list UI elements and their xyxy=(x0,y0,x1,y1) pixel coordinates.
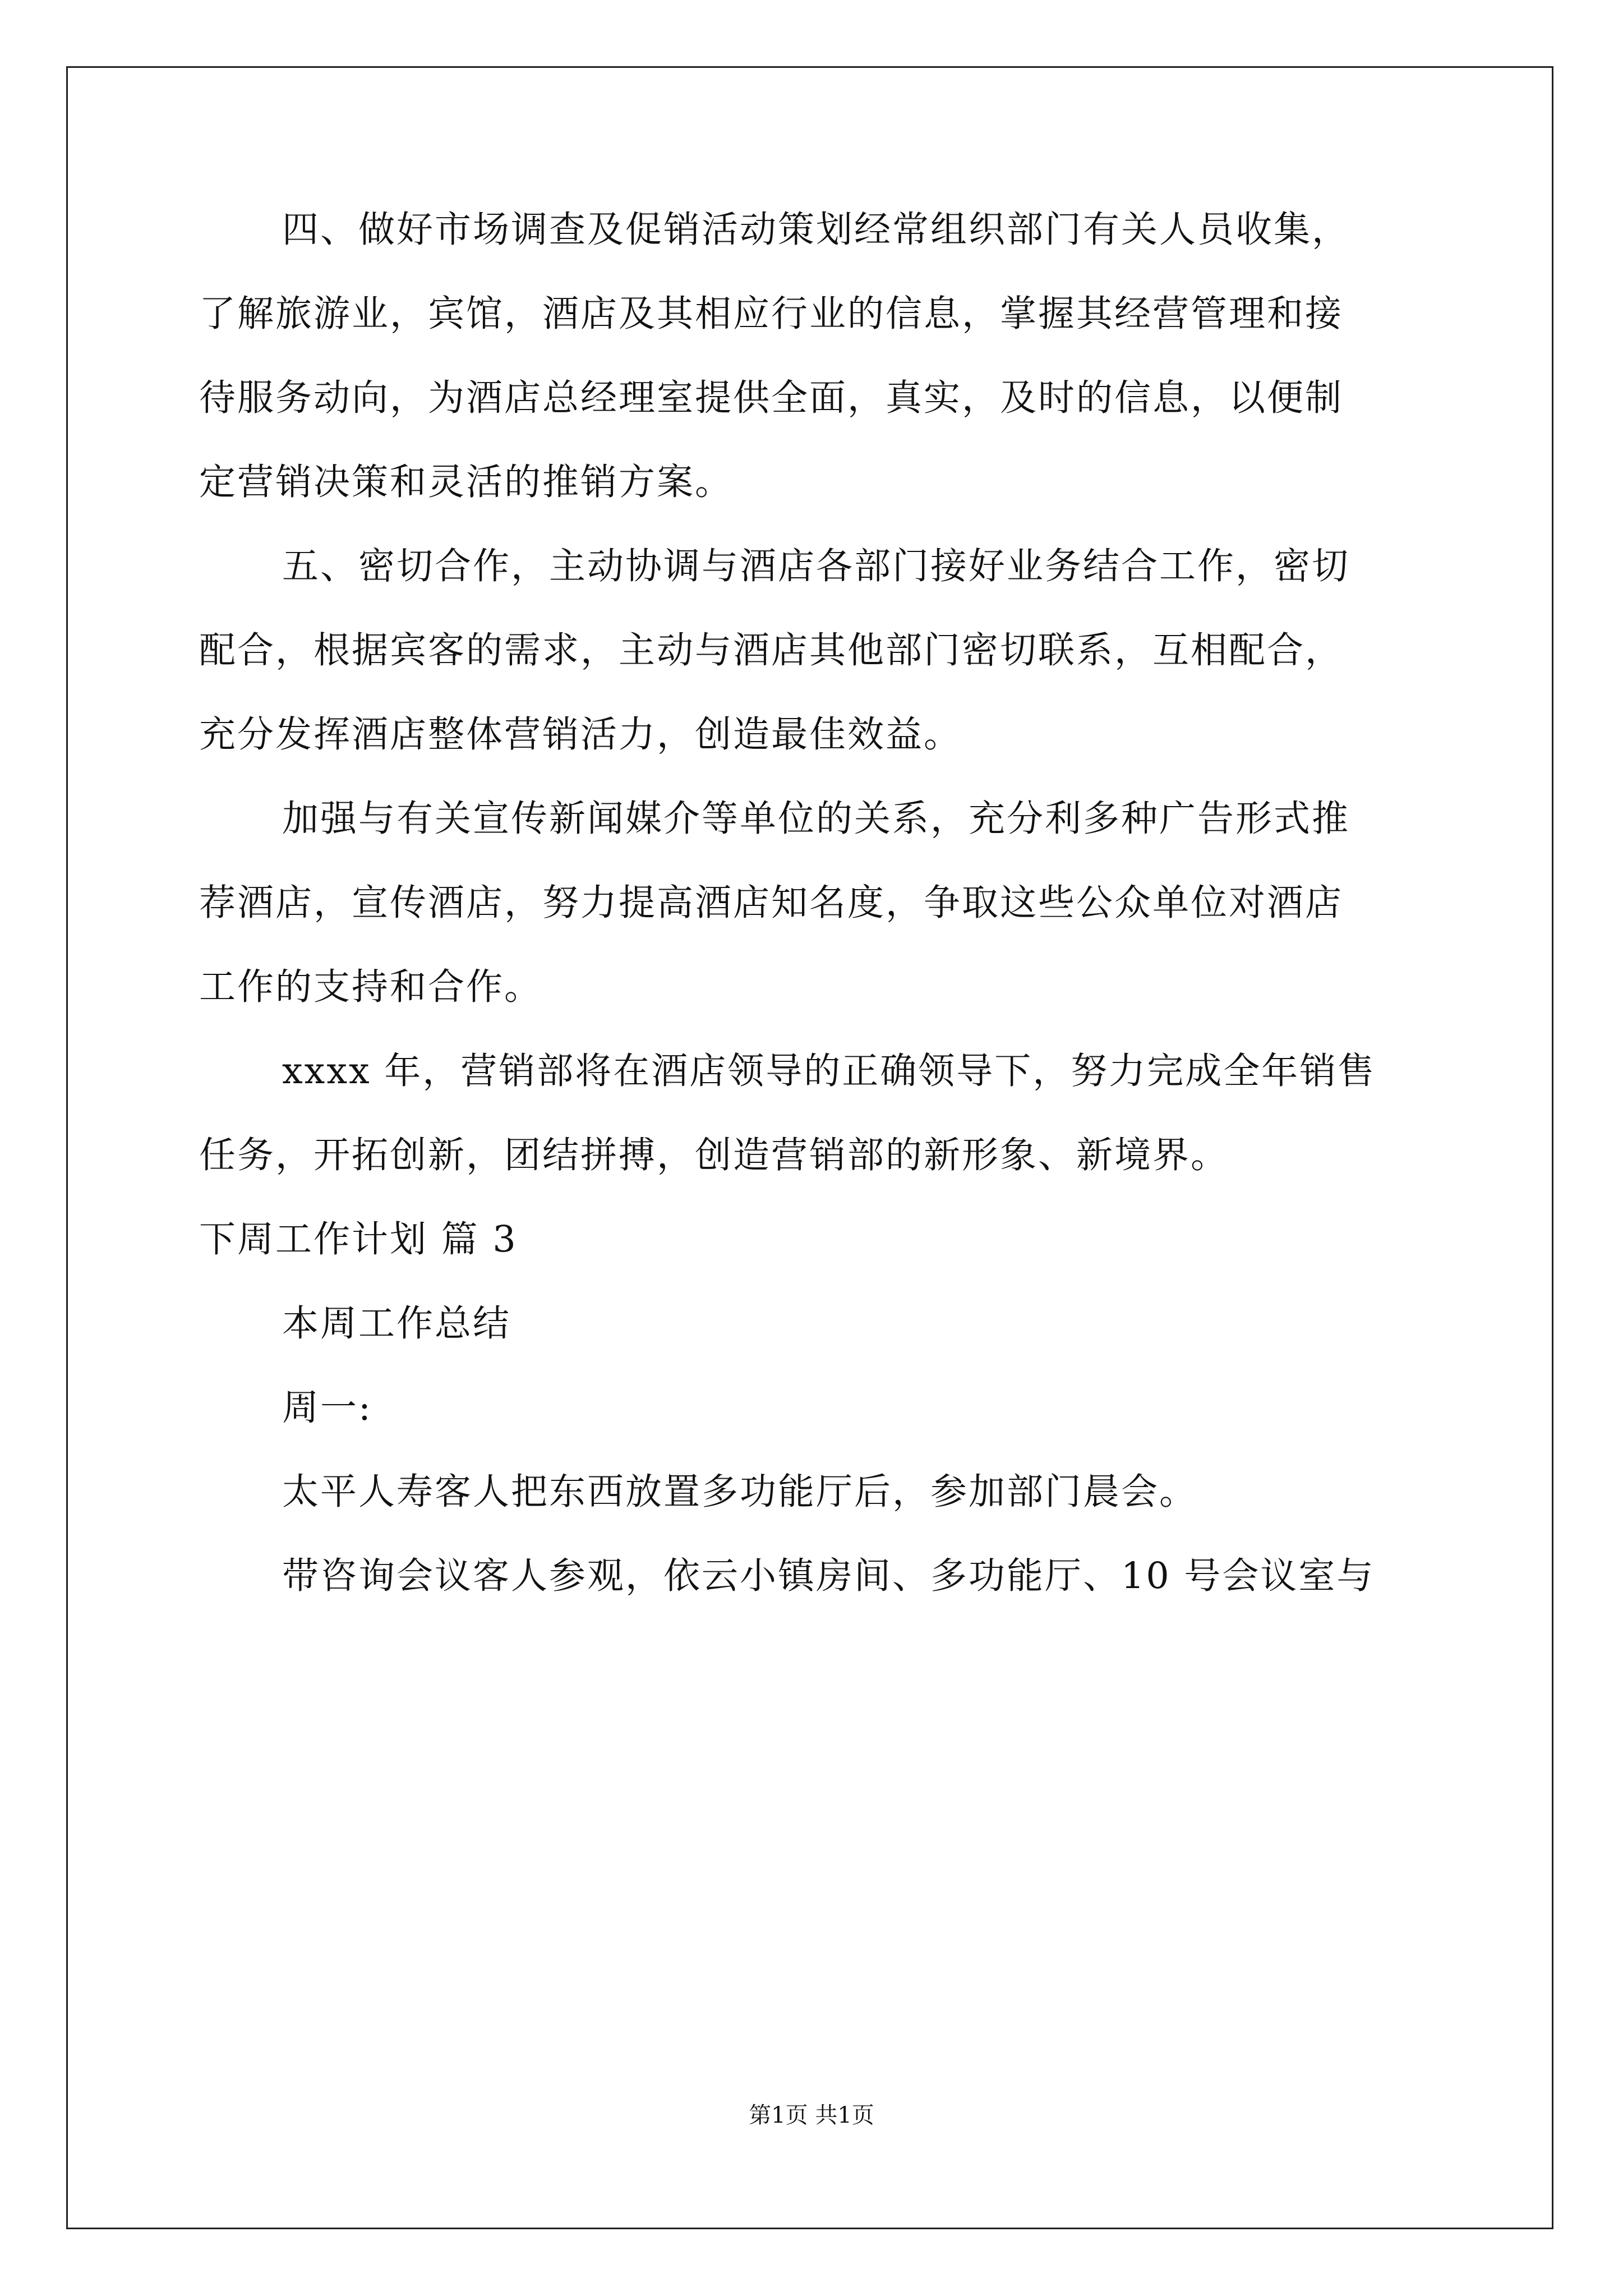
paragraph-line: 太平人寿客人把东西放置多功能厅后，参加部门晨会。 xyxy=(282,1471,1198,1513)
section-heading: 下周工作计划 篇 3 xyxy=(199,1218,518,1260)
paragraph-line: 本周工作总结 xyxy=(282,1303,511,1345)
paragraph-line: 了解旅游业，宾馆，酒店及其相应行业的信息，掌握其经营管理和接 xyxy=(199,293,1344,335)
paragraph-line: 定营销决策和灵活的推销方案。 xyxy=(199,461,734,503)
paragraph-line: 带咨询会议客人参观，依云小镇房间、多功能厅、10 号会议室与 xyxy=(282,1555,1375,1597)
paragraph-line: 加强与有关宣传新闻媒介等单位的关系，充分利多种广告形式推 xyxy=(282,798,1350,840)
paragraph-line: 荐酒店，宣传酒店，努力提高酒店知名度，争取这些公众单位对酒店 xyxy=(199,882,1344,924)
paragraph-line: 任务，开拓创新，团结拼搏，创造营销部的新形象、新境界。 xyxy=(199,1134,1229,1176)
paragraph-line: xxxx 年，营销部将在酒店领导的正确领导下，努力完成全年销售 xyxy=(282,1050,1376,1092)
paragraph-line: 充分发挥酒店整体营销活力，创造最佳效益。 xyxy=(199,714,962,756)
paragraph-line: 工作的支持和合作。 xyxy=(199,966,543,1008)
paragraph-line: 配合，根据宾客的需求，主动与酒店其他部门密切联系，互相配合， xyxy=(199,629,1344,671)
paragraph-line: 四、做好市场调查及促销活动策划经常组织部门有关人员收集， xyxy=(282,209,1350,251)
paragraph-line: 待服务动向，为酒店总经理室提供全面，真实，及时的信息，以便制 xyxy=(199,377,1344,419)
paragraph-line: 五、密切合作，主动协调与酒店各部门接好业务结合工作，密切 xyxy=(282,545,1350,587)
paragraph-line: 周一: xyxy=(282,1387,372,1429)
page-footer: 第1页 共1页 xyxy=(749,2102,874,2128)
